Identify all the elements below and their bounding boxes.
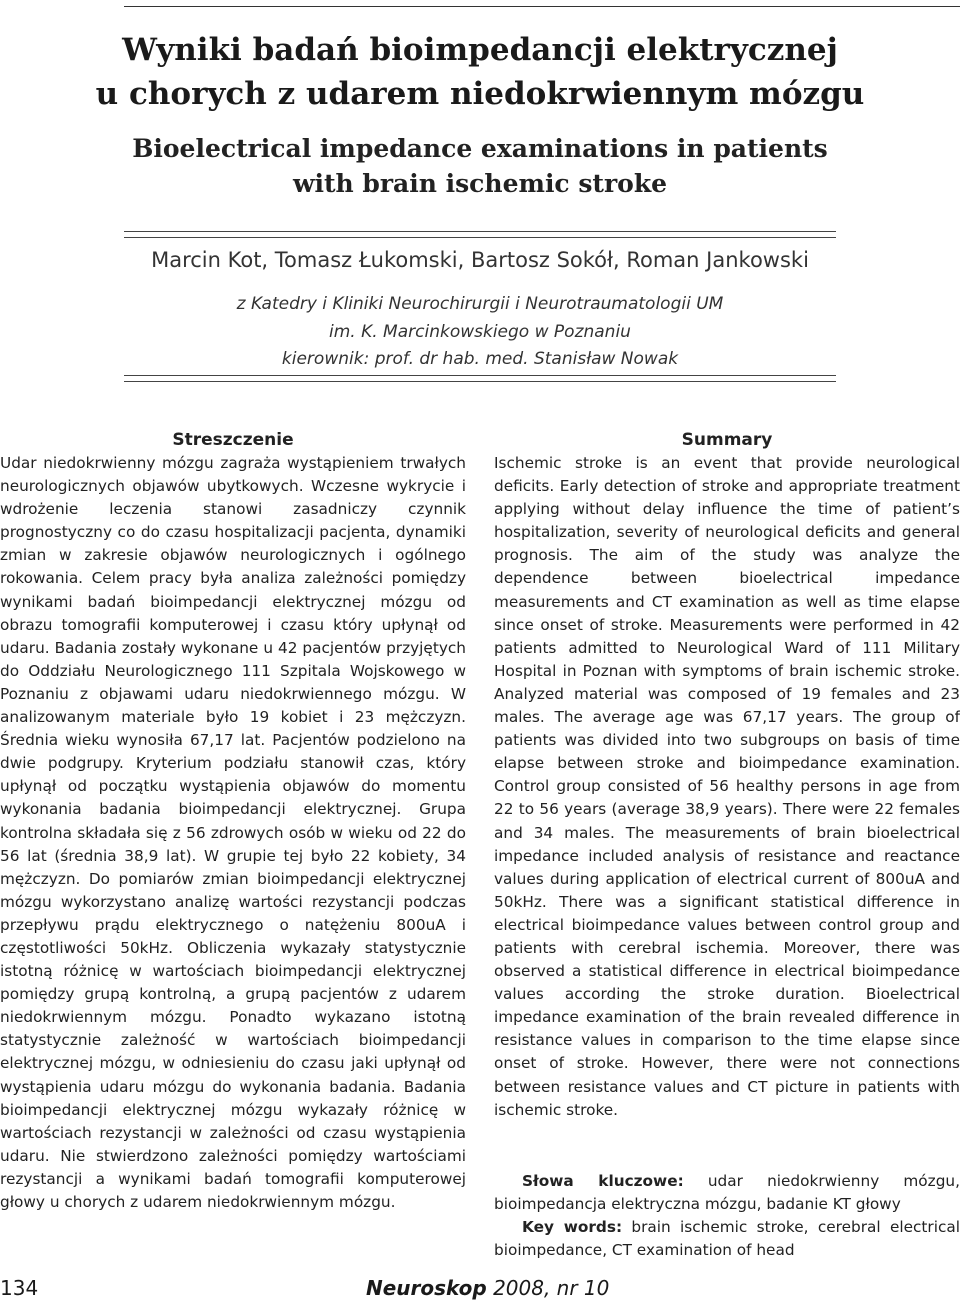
journal-name: Neuroskop <box>366 1276 487 1300</box>
keywords-polish <box>494 1170 960 1216</box>
abstract-english-heading: Summary <box>681 430 773 450</box>
english-title <box>0 131 960 201</box>
abstract-polish-text: Udar niedokrwienny mózgu zagraża wystąpieniem trwałych neurologicznych objawów ubytkowych. Wczesne wykrycie i wdrożenie leczenia stanowi zasadniczy czynnik prognostyczny co do czasu hospitalizacji pacjenta, dynamiki zmian w zakresie objawów neurologicznych i ogólnego rokowania. Celem pracy była analiza zależności pomiędzy wynikami badań bioimpedancji elektrycznej mózgu od obrazu tomografii komputerowej i czasu który upłynął od udaru. Badania zostały wykonane u 42 pacjentów przyjętych do Oddziału Neurologicznego 111 Szpitala Wojskowego w Poznaniu z objawami udaru niedokrwiennego mózgu. W analizowanym materiale było 19 kobiet i 23 mężczyzn. Średnia wieku wynosiła 67,17 lat. Pacjentów podzielono na dwie podgrupy. Kryterium podziału stanowił czas, który upłynął od początku wystąpienia objawów do momentu wykonania badania bioimpedancji elektrycznej. Grupa kontrolna składała się z 56 zdrowych osób w wieku od 22 do 56 lat (średnia 38,9 lat). W grupie tej było 22 kobiety, 34 mężczyzn. Do pomiarów zmian bioimpedancji elektrycznej mózgu wykorzystano analizę wartości rezystancji podczas przepływu prądu elektrycznego o natężeniu 800uA i częstotliwości 50kHz. Obliczenia wykazały statystycznie istotną różnicę w wartościach bioimpedancji elektrycznej pomiędzy grupą kontrolną, a grupą pacjentów z udarem niedokrwiennym mózgu. Ponadto wykazano istotną statystycznie zależność w wartościach bioimpedancji elektrycznej mózgu, w odniesieniu do czasu jaki upłynął od wystąpienia udaru mózgu do wykonania badania. Badania bioimpedancji elektrycznej mózgu wykazały różnicę w wartościach rezystancji w zależności od czasu wystąpienia udaru. Nie stwierdzono zależności pomiędzy wartościami rezystancji a wynikami badań tomografii komputerowej głowy u chorych z udarem niedokrwiennym mózgu. <box>0 454 466 1211</box>
title-line-1: Wyniki badań bioimpedancji elektrycznej <box>122 32 838 68</box>
authors: Marcin Kot, Tomasz Łukomski, Bartosz Sokół, Roman Jankowski <box>151 248 809 272</box>
abstract-polish-heading: Streszczenie <box>172 430 294 450</box>
title-line-2: u chorych z udarem niedokrwiennym mózgu <box>95 76 865 112</box>
journal-footer <box>366 1275 609 1301</box>
keywords-english <box>494 1216 960 1262</box>
affiliation-line-3: kierownik: prof. dr hab. med. Stanisław Nowak <box>281 349 679 369</box>
top-rule <box>124 6 960 7</box>
keywords-english-value: brain ischemic stroke, cerebral electrical bioimpedance, CT examination of head <box>494 1218 960 1260</box>
authors-top-rule <box>124 231 836 238</box>
affiliation-line-2: im. K. Marcinkowskiego w Poznaniu <box>329 321 631 342</box>
english-title-line-1: Bioelectrical impedance examinations in patients <box>132 134 828 163</box>
keywords-polish-value: udar niedokrwienny mózgu, bioimpedancja elektryczna mózgu, badanie KT głowy <box>494 1172 960 1214</box>
page-title <box>0 28 960 116</box>
affiliation <box>0 291 960 374</box>
english-title-line-2: with brain ischemic stroke <box>292 169 668 198</box>
page-number: 134 <box>0 1276 39 1300</box>
journal-issue: 2008, nr 10 <box>493 1276 610 1300</box>
keywords-english-label: Key words: <box>522 1218 623 1237</box>
abstract-english-text: Ischemic stroke is an event that provide neurological deficits. Early detection of stroke and appropriate treatment applying without delay influence the time of patient’s hospitalization, severity of neurological deficits and general prognosis. The aim of the study was analyze the dependence between bioelectrical impedance measurements and CT examination as well as time elapse since onset of stroke. Measurements were performed in 42 patients admitted to Neurological Ward of 111 Military Hospital in Poznan with symptoms of brain ischemic stroke. Analyzed material was composed of 19 females and 23 males. The average age was 67,17 years. The group of patients was divided into two subgroups on basis of time elapse between stroke and bioimpedance examination. Control group consisted of 56 healthy persons in age from 22 to 56 years (average 38,9 years). There were 22 females and 34 males. The measurements of brain bioelectrical impedance included analysis of resistance and reactance values during application of electrical current of 800uA and 50kHz. There was a significant statistical difference in electrical bioimpedance values between control group and patients with cerebral ischemia. Moreover, there was observed a statistical difference in electrical bioimpedance values according the stroke duration. Bioelectrical impedance examination of the brain revealed difference in resistance values in comparison to the time elapse since onset of stroke. However, there were not connections between resistance values and CT picture in patients with ischemic stroke. <box>494 454 960 1119</box>
affiliation-line-1: z Katedry i Kliniki Neurochirurgii i Neurotraumatologii UM <box>236 294 724 314</box>
abstract-polish <box>0 428 466 1214</box>
keywords <box>494 1170 960 1262</box>
abstract-english <box>494 428 960 1122</box>
affiliation-bottom-rule <box>124 375 836 382</box>
keywords-polish-label: Słowa kluczowe: <box>522 1172 684 1190</box>
